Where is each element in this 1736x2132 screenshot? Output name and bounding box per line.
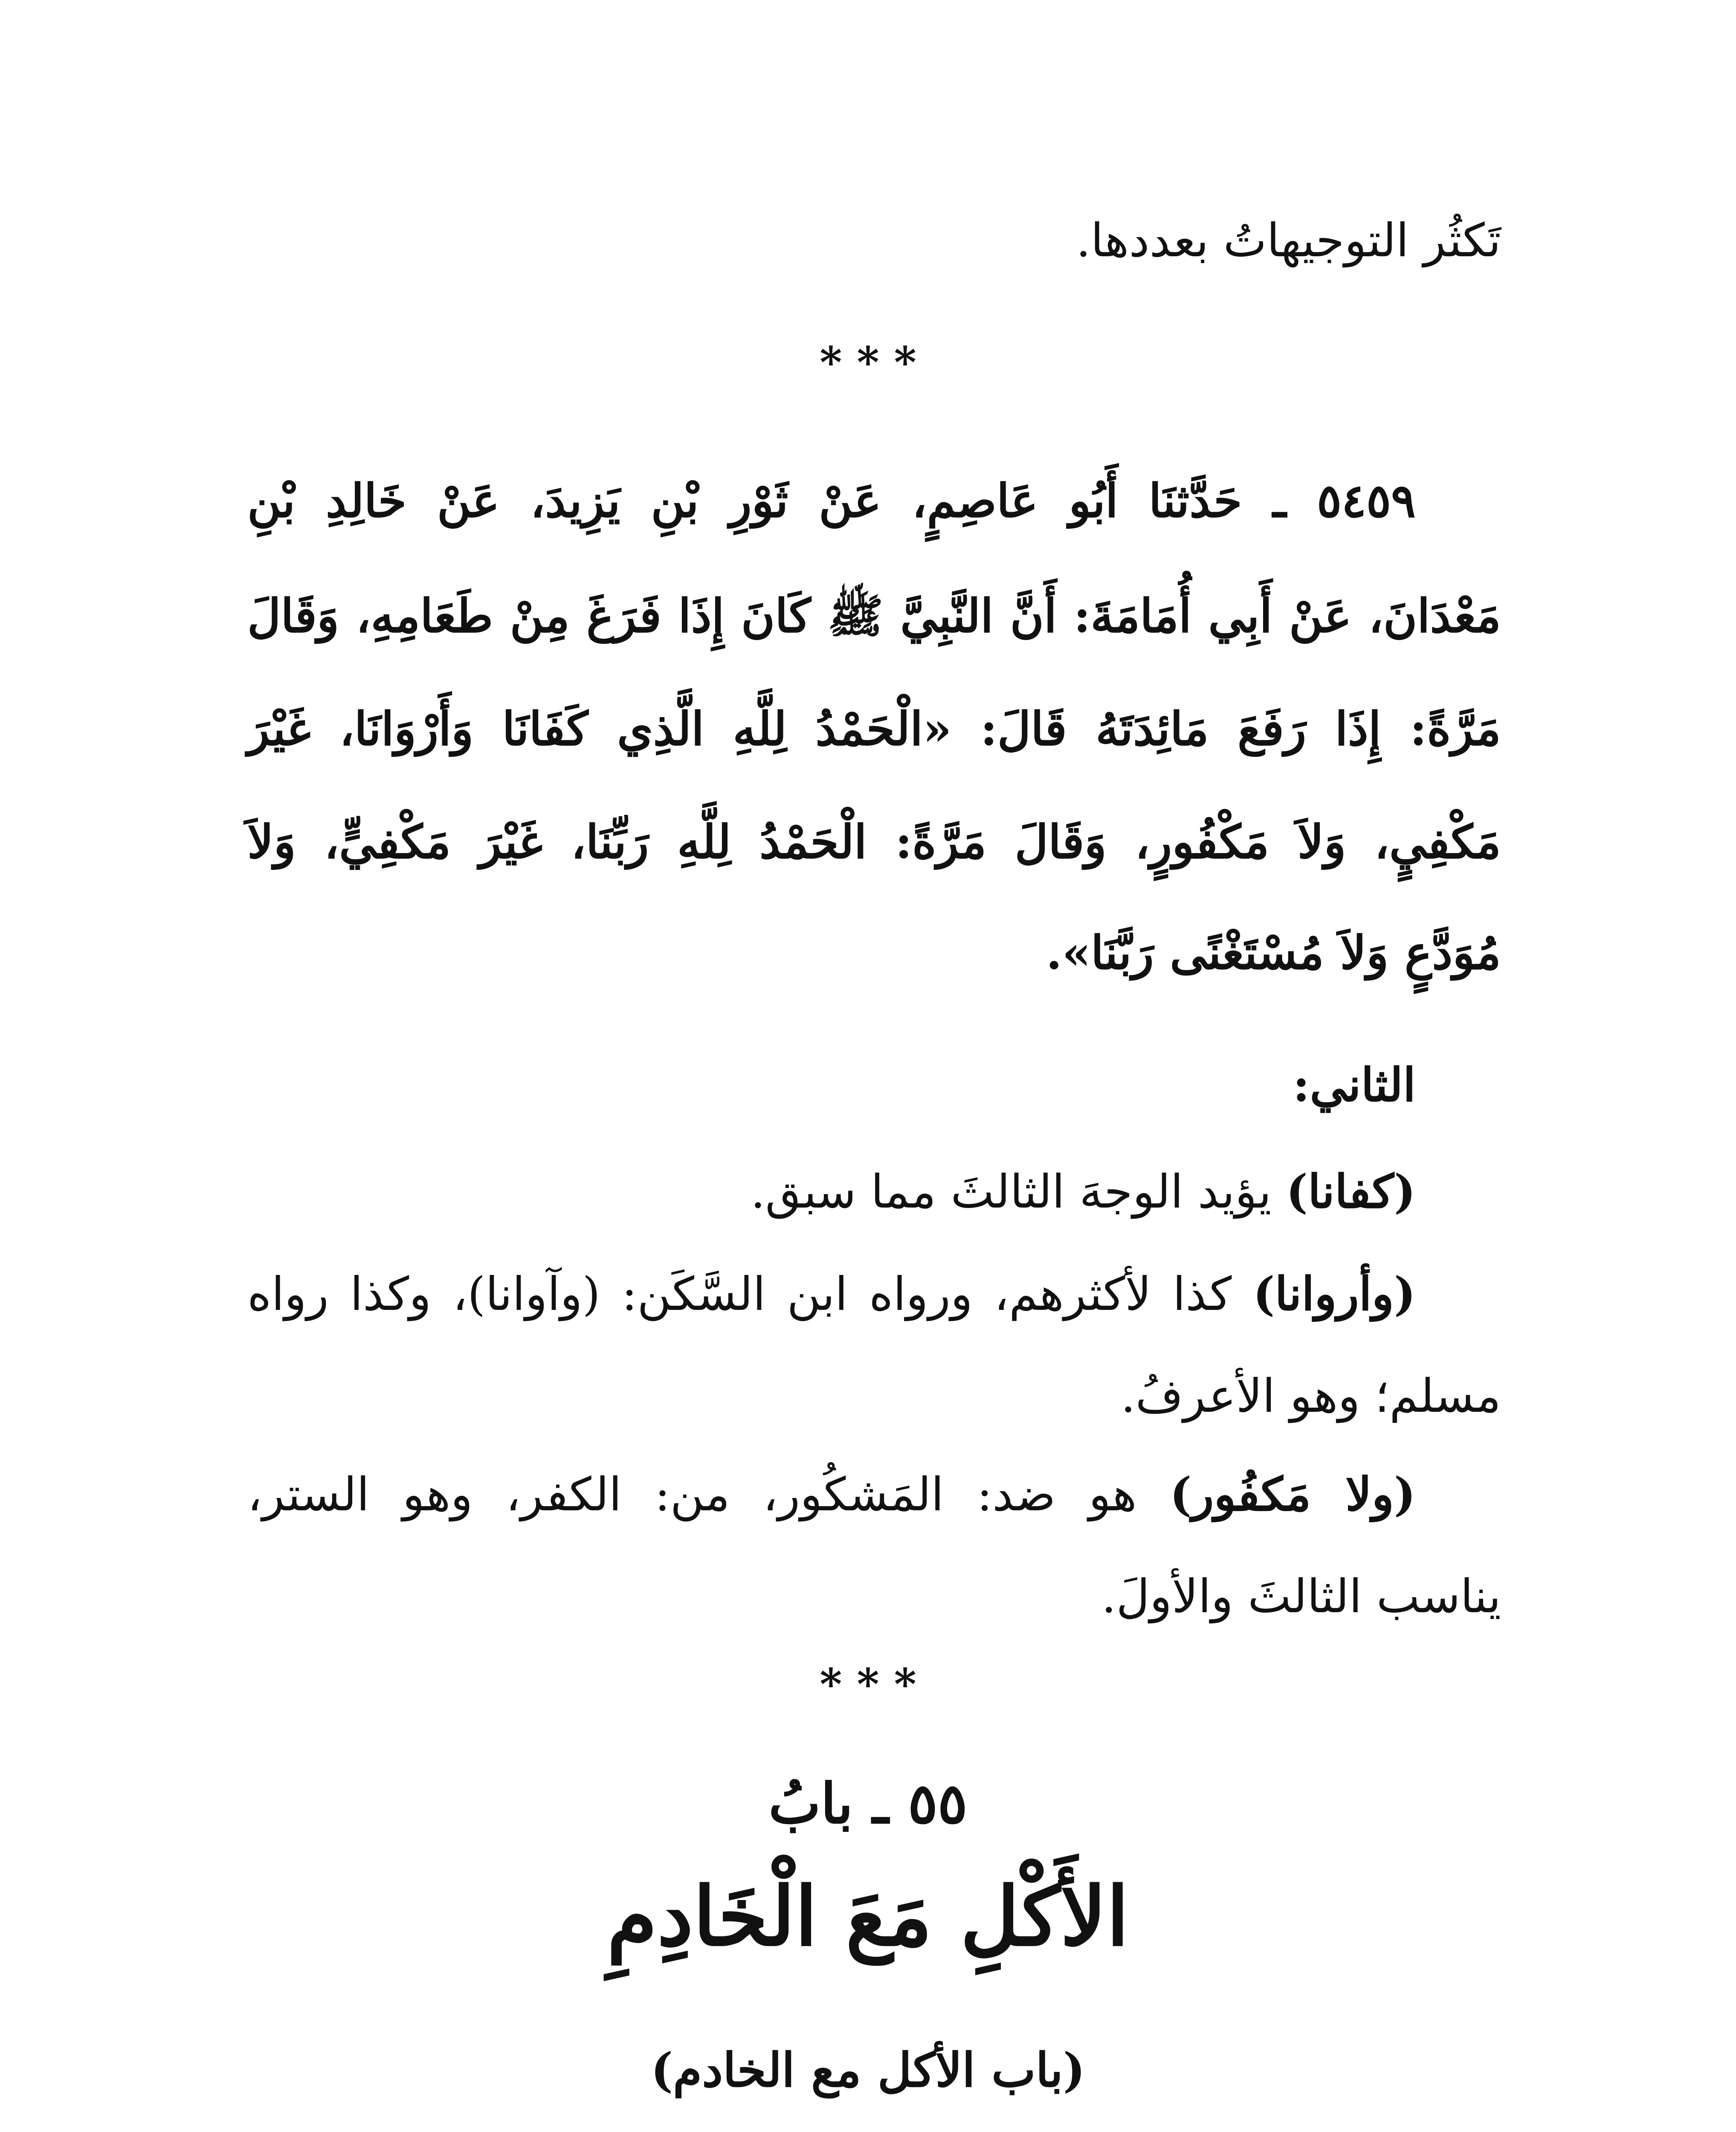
commentary-item [247, 1463, 1416, 1527]
hadith-line: مَكْفِيٍ، وَلاَ مَكْفُورٍ، وَقَالَ مَرَّةً: الْحَمْدُ لِلَّهِ رَبِّنَا، غَيْرَ مَكْفِيٍّ، وَلاَ [247, 815, 1501, 869]
hadith-line: مُوَدَّعٍ وَلاَ مُسْتَغْنًى رَبَّنَا». [1046, 926, 1501, 980]
commentary-term: (وأروانا) [1253, 1267, 1416, 1321]
hadith-line: مَرَّةً: إِذَا رَفَعَ مَائِدَتَهُ قَالَ: «الْحَمْدُ لِلَّهِ الَّذِي كَفَانَا وَأَرْوَانَا، غَيْرَ [247, 702, 1501, 756]
commentary-heading: الثاني: [1293, 1058, 1416, 1112]
section-separator: * * * [820, 1659, 916, 1709]
chapter-title: الأَكْلِ مَعَ الْخَادِمِ [607, 1869, 1129, 1964]
commentary-term: (كفانا) [1286, 1165, 1416, 1219]
hadith-line: مَعْدَانَ، عَنْ أَبِي أُمَامَةَ: أَنَّ النَّبِيَّ ﷺ كَانَ إِذَا فَرَغَ مِنْ طَعَامِهِ، وَقَالَ [247, 589, 1501, 643]
chapter-subtitle: (باب الأكل مع الخادم) [651, 2042, 1085, 2097]
section-separator: * * * [820, 337, 916, 388]
chapter-number: ٥٥ ـ بابُ [768, 1771, 968, 1836]
commentary-text-line: يناسب الثالثَ والأولَ. [1101, 1570, 1501, 1623]
commentary-text-line: مسلم؛ وهو الأعرفُ. [1121, 1370, 1501, 1423]
carryover-text-line: تَكثُر التوجيهاتُ بعددها. [1076, 214, 1501, 267]
commentary-text: يؤيد الوجهَ الثالثَ مما سبق. [751, 1165, 1286, 1219]
commentary-text: هو ضد: المَشكُور، من: الكفر، وهو الستر، [247, 1468, 1170, 1521]
commentary-text: كذا لأكثرهم، ورواه ابن السَّكَن: (وآوانا)، وكذا رواه [247, 1268, 1253, 1321]
commentary-item [247, 1262, 1416, 1326]
commentary-term: (ولا مَكفُور) [1170, 1468, 1416, 1521]
commentary-item [682, 1160, 1416, 1224]
hadith-line: ٥٤٥٩ ـ حَدَّثنَا أَبُو عَاصِمٍ، عَنْ ثَوْرِ بْنِ يَزِيدَ، عَنْ خَالِدِ بْنِ [247, 474, 1416, 528]
